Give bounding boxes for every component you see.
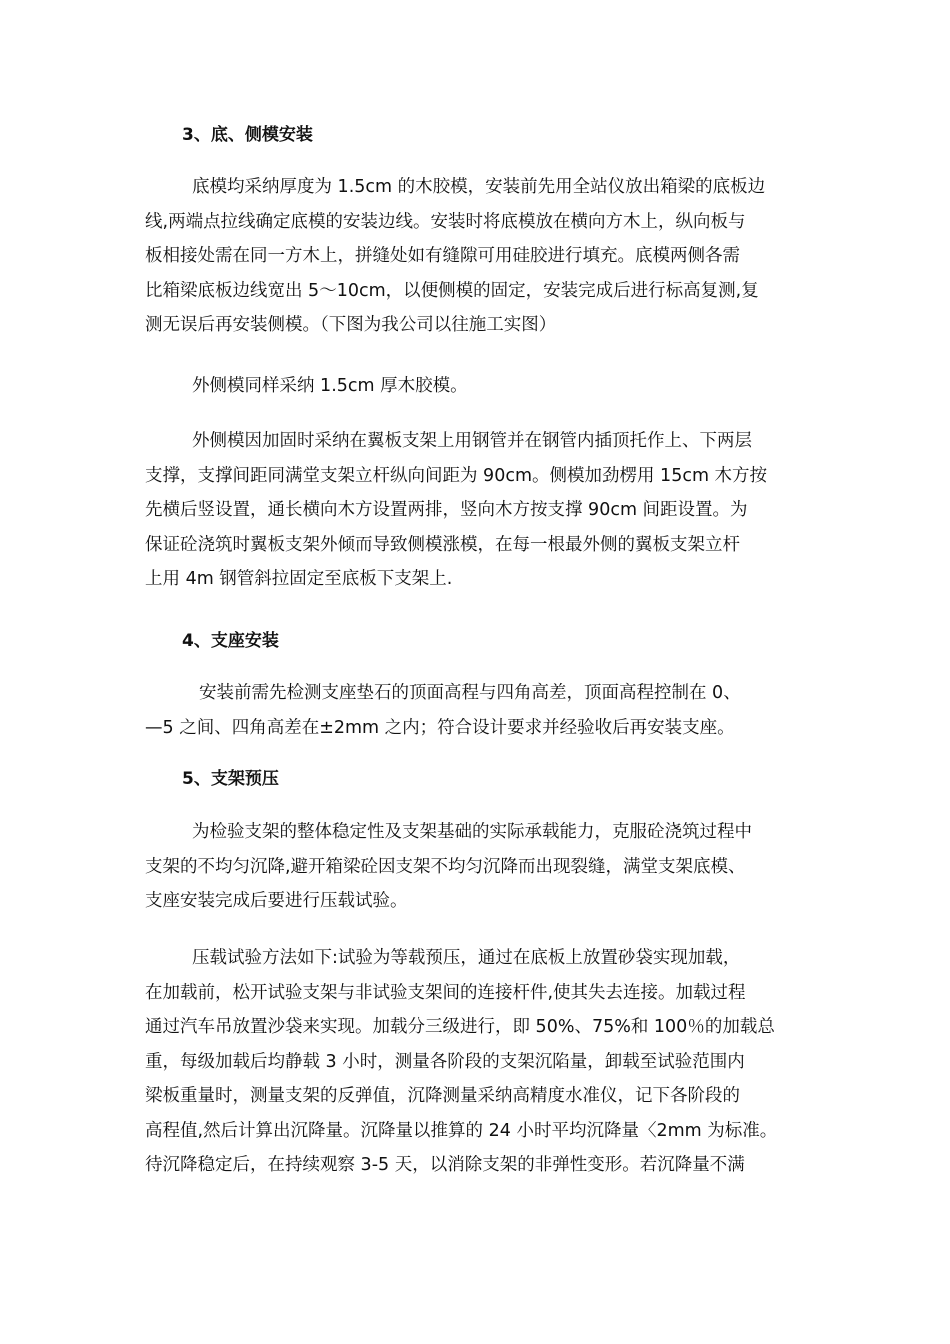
- text-line: 待沉降稳定后，在持续观察 3-5 天，以消除支架的非弹性变形。若沉降量不满: [145, 1155, 745, 1175]
- text-line: 通过汽车吊放置沙袋来实现。加载分三级进行，即 50%、75%和 100％的加载总: [145, 1017, 775, 1037]
- text-line: 安装前需先检测支座垫石的顶面高程与四角高差，顶面高程控制在 0、: [199, 683, 741, 703]
- paragraph-preload-purpose: [145, 815, 810, 919]
- text-line: 板相接处需在同一方木上，拼缝处如有缝隙可用硅胶进行填充。底模两侧各需: [145, 246, 740, 266]
- text-line: 高程值,然后计算出沉降量。沉降量以推算的 24 小时平均沉降量〈2mm 为标准。: [145, 1120, 778, 1141]
- text-line: 重，每级加载后均静载 3 小时，测量各阶段的支架沉陷量，卸载至试验范围内: [145, 1051, 745, 1072]
- paragraph-bearing-installation: [145, 676, 810, 745]
- text-line: 梁板重量时，测量支架的反弹值，沉降测量采纳高精度水准仪，记下各阶段的: [145, 1086, 740, 1106]
- text-line: 先横后竖设置，通长横向木方设置两排，竖向木方按支撑 90cm 间距设置。为: [145, 500, 748, 520]
- section-heading-4: 4、支座安装: [182, 631, 279, 651]
- text-line: —5 之间、四角高差在±2mm 之内；符合设计要求并经验收后再安装支座。: [145, 717, 735, 738]
- text-line: 支架的不均匀沉降,避开箱梁砼因支架不均匀沉降而出现裂缝，满堂支架底模、: [145, 856, 746, 877]
- text-line: 保证砼浇筑时翼板支架外倾而导致侧模涨模，在每一根最外侧的翼板支架立杆: [145, 534, 740, 555]
- text-line: 比箱梁底板边线宽出 5～10cm，以便侧模的固定，安装完成后进行标高复测,复: [145, 280, 759, 301]
- text-line: 支撑，支撑间距同满堂支架立杆纵向间距为 90cm。侧模加劲楞用 15cm 木方按: [145, 465, 768, 486]
- paragraph-outer-side-formwork: [145, 369, 810, 404]
- text-line: 压载试验方法如下:试验为等载预压，通过在底板上放置砂袋实现加载，: [192, 948, 741, 968]
- text-line: 为检验支架的整体稳定性及支架基础的实际承载能力，克服砼浇筑过程中: [192, 822, 752, 842]
- text-line: 线,两端点拉线确定底模的安装边线。安装时将底模放在横向方木上，纵向板与: [145, 211, 746, 232]
- section-heading-5: 5、支架预压: [182, 769, 279, 789]
- text-line: 支座安装完成后要进行压载试验。: [145, 891, 408, 911]
- paragraph-preload-method: [145, 941, 810, 1183]
- text-line: 上用 4m 钢管斜拉固定至底板下支架上.: [145, 569, 453, 589]
- text-line: 外侧模同样采纳 1.5cm 厚木胶模。: [192, 376, 468, 396]
- paragraph-bottom-formwork: [145, 170, 810, 343]
- text-line: 外侧模因加固时采纳在翼板支架上用钢管并在钢管内插顶托作上、下两层: [192, 431, 752, 451]
- text-line: 在加载前，松开试验支架与非试验支架间的连接杆件,使其失去连接。加载过程: [145, 982, 746, 1003]
- section-heading-3: 3、底、侧模安装: [182, 125, 313, 145]
- text-line: 底模均采纳厚度为 1.5cm 的木胶模，安装前先用全站仪放出箱梁的底板边: [192, 177, 766, 197]
- paragraph-side-formwork-reinforcement: [145, 424, 810, 597]
- text-line: 测无误后再安装侧模。（下图为我公司以往施工实图）: [145, 315, 557, 335]
